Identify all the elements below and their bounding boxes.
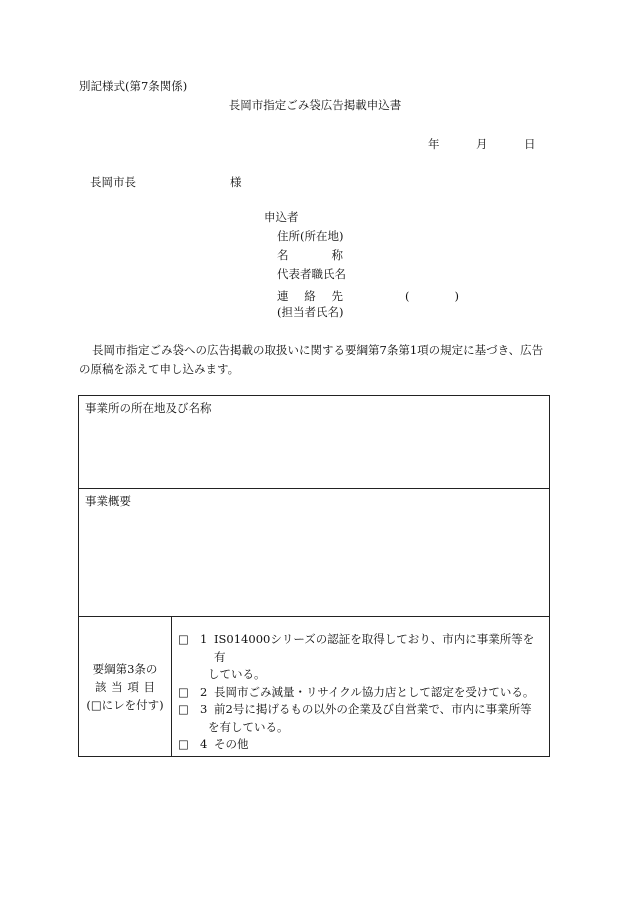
option-text: IS014000シリーズの認証を取得しており、市内に事業所等を有 [214,632,535,664]
criteria-label-char1: 該 [95,680,107,694]
form-number: 別記様式(第7条関係) [79,79,188,93]
criteria-label-line1: 要綱第3条の [92,662,158,676]
criteria-label-line3: (□にレを付す) [86,698,164,712]
name-label-char1: 名 [277,248,289,262]
contact-label-char2: 絡 [304,288,316,303]
statement [79,341,559,379]
criteria-label-char4: 目 [143,680,155,694]
contact-paren-close: ) [454,288,459,303]
criteria-label-line2 [95,678,155,696]
option-text: その他 [214,737,249,751]
statement-line1: 長岡市指定ごみ袋への広告掲載の取扱いに関する要綱第7条第1項の規定に基づき、広告 [92,343,544,357]
location-name-label: 事業所の所在地及び名称 [85,401,212,415]
checkbox-icon[interactable]: □ [178,702,189,716]
criteria-label-char2: 当 [111,680,123,694]
applicant-block [264,211,459,325]
contact-paren-open: ( [405,288,410,303]
representative-label: 代表者職氏名 [277,267,346,281]
option-text-continuation: している。 [208,667,266,681]
option-text-continuation: を有している。 [208,719,289,734]
applicant-heading: 申込者 [264,210,299,224]
criteria-option[interactable] [178,701,545,719]
honorific: 様 [230,175,242,189]
date-day-label: 日 [524,137,536,151]
name-label [264,249,459,268]
page-title: 長岡市指定ごみ袋広告掲載申込書 [228,98,402,112]
business-overview-label: 事業概要 [85,494,131,508]
option-number: 4 [200,737,208,751]
table-row-criteria [79,617,549,757]
address-label: 住所(所在地) [277,229,344,243]
table-row-business [79,489,549,617]
addressee: 長岡市長 [90,175,136,189]
criteria-option[interactable] [178,631,545,666]
table-row-location [79,396,549,489]
criteria-label [79,617,172,757]
criteria-options [172,617,549,757]
criteria-option[interactable] [178,684,545,702]
option-text: 前2号に掲げるもの以外の企業及び自営業で、市内に事業所等 [214,702,532,716]
option-number: 1 [200,632,208,646]
date-month-label: 月 [476,137,488,151]
checkbox-icon[interactable]: □ [178,737,189,751]
checkbox-icon[interactable]: □ [178,684,189,699]
option-number: 3 [200,702,208,716]
option-text: 長岡市ごみ減量・リサイクル協力店として認定を受けている。 [214,684,535,699]
statement-line2: の原稿を添えて申し込みます。 [79,362,240,376]
option-number: 2 [200,684,208,699]
contact-label-char1: 連 [277,288,289,303]
name-label-char2: 称 [331,248,343,262]
criteria-option[interactable] [178,736,545,754]
contact-row [264,287,459,306]
date-year-label: 年 [428,137,440,151]
form-table [78,395,550,757]
person-in-charge-label: (担当者氏名) [277,305,344,319]
criteria-label-char3: 項 [127,680,139,694]
checkbox-icon[interactable]: □ [178,632,189,646]
contact-label-char3: 先 [331,288,343,303]
